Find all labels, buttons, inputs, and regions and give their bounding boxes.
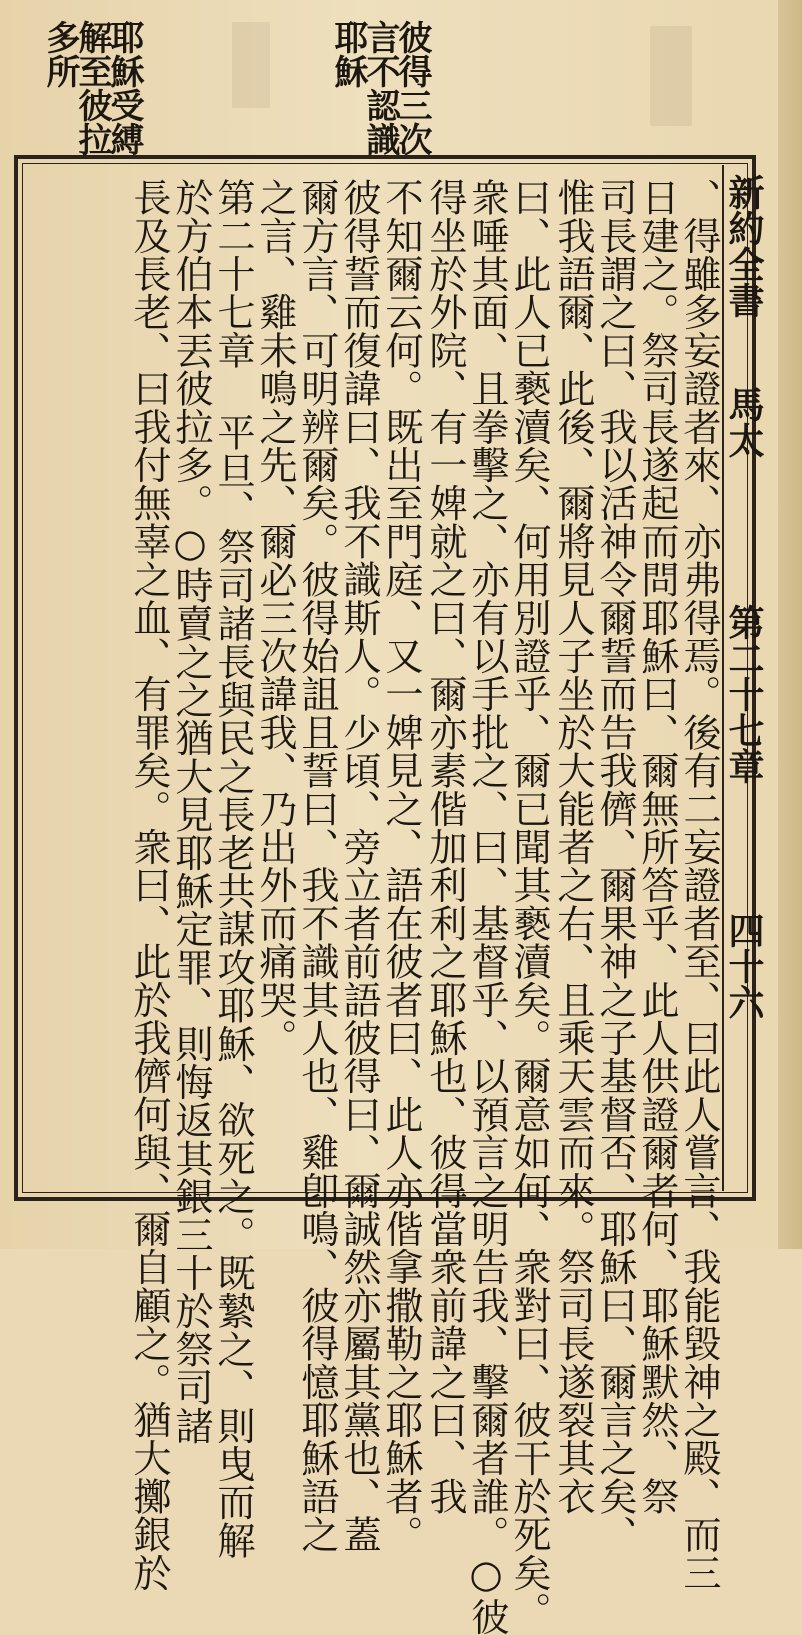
book-title: 新約全書 [723, 174, 765, 318]
text-column: 、得雖多妄證者來、亦弗得焉。後有二妄證者至、曰此人嘗言、我能毀神之殿、而三 [676, 178, 720, 1592]
chapter-heading: 第二十七章 [723, 604, 765, 784]
text-column: 司長謂之曰、我以活神令爾誓而告我儕、爾果神之子基督否、耶穌曰、爾言之矣、 [592, 178, 636, 1554]
text-column: 得坐於外院、有一婢就之曰、爾亦素偕加利利之耶穌也、彼得當衆前諱之曰、我 [422, 178, 466, 1515]
text-column: 日建之。祭司長遂起而問耶穌曰、爾無所答乎、此人供證爾者何、耶穌默然、祭 [634, 178, 678, 1515]
bleed-through-mark [232, 22, 270, 108]
text-column: 惟我語爾、此後、爾將見人子坐於大能者之右、且乘天雲而來。祭司長遂裂其衣 [550, 178, 594, 1515]
text-column: 長及長老、曰我付無辜之血、有罪矣。衆曰、此於我儕何與、爾自顧之。猶大擲銀於 [126, 178, 170, 1592]
page-number: 四十六 [723, 912, 765, 1020]
text-column: 於方伯本丟彼拉多。○時賣之之猶大見耶穌定罪、則悔返其銀三十於祭司諸 [168, 178, 212, 1445]
text-column: 不知爾云何。既出至門庭、又一婢見之、語在彼者曰、此人亦偕拿撒勒之耶穌者。 [378, 178, 422, 1554]
text-column: 爾方言、可明辨爾矣。彼得始詛且誓曰、我不識其人也、雞卽鳴、彼得憶耶穌語之 [294, 178, 338, 1554]
caption-peter-denial-line3: 耶穌 [328, 20, 368, 88]
caption-peter-denial-line2: 言不認識 [360, 20, 400, 156]
chapter-27-opening-column: 第二十七章 平旦、祭司諸長與民之長老共謀攻耶穌、欲死之。既縶之、則曳而解 [210, 178, 254, 1559]
bleed-through-mark [650, 26, 692, 126]
gospel-name: 馬太 [723, 386, 765, 458]
caption-peter-denial-line1: 彼得三次 [392, 20, 432, 156]
page-edge [778, 0, 802, 1249]
text-column: 之言、雞未鳴之先、爾必三次諱我、乃出外而痛哭。 [252, 178, 296, 1057]
caption-jesus-bound-line2: 解至彼拉 [72, 20, 112, 156]
text-column: 衆唾其面、且拳擊之、亦有以手批之、曰、基督乎、以預言之明告我、擊爾者誰。○彼 [464, 178, 508, 1635]
text-column: 彼得誓而復諱曰、我不識斯人。少頃、旁立者前語彼得曰、爾誠然亦屬其黨也、蓋 [336, 178, 380, 1554]
caption-jesus-bound-line3: 多所 [40, 20, 80, 88]
text-column: 曰、此人已褻瀆矣、何用別證乎、爾已聞其褻瀆矣。爾意如何、衆對曰、彼干於死矣。 [506, 178, 550, 1630]
caption-jesus-bound-line1: 耶穌受縛 [104, 20, 144, 156]
